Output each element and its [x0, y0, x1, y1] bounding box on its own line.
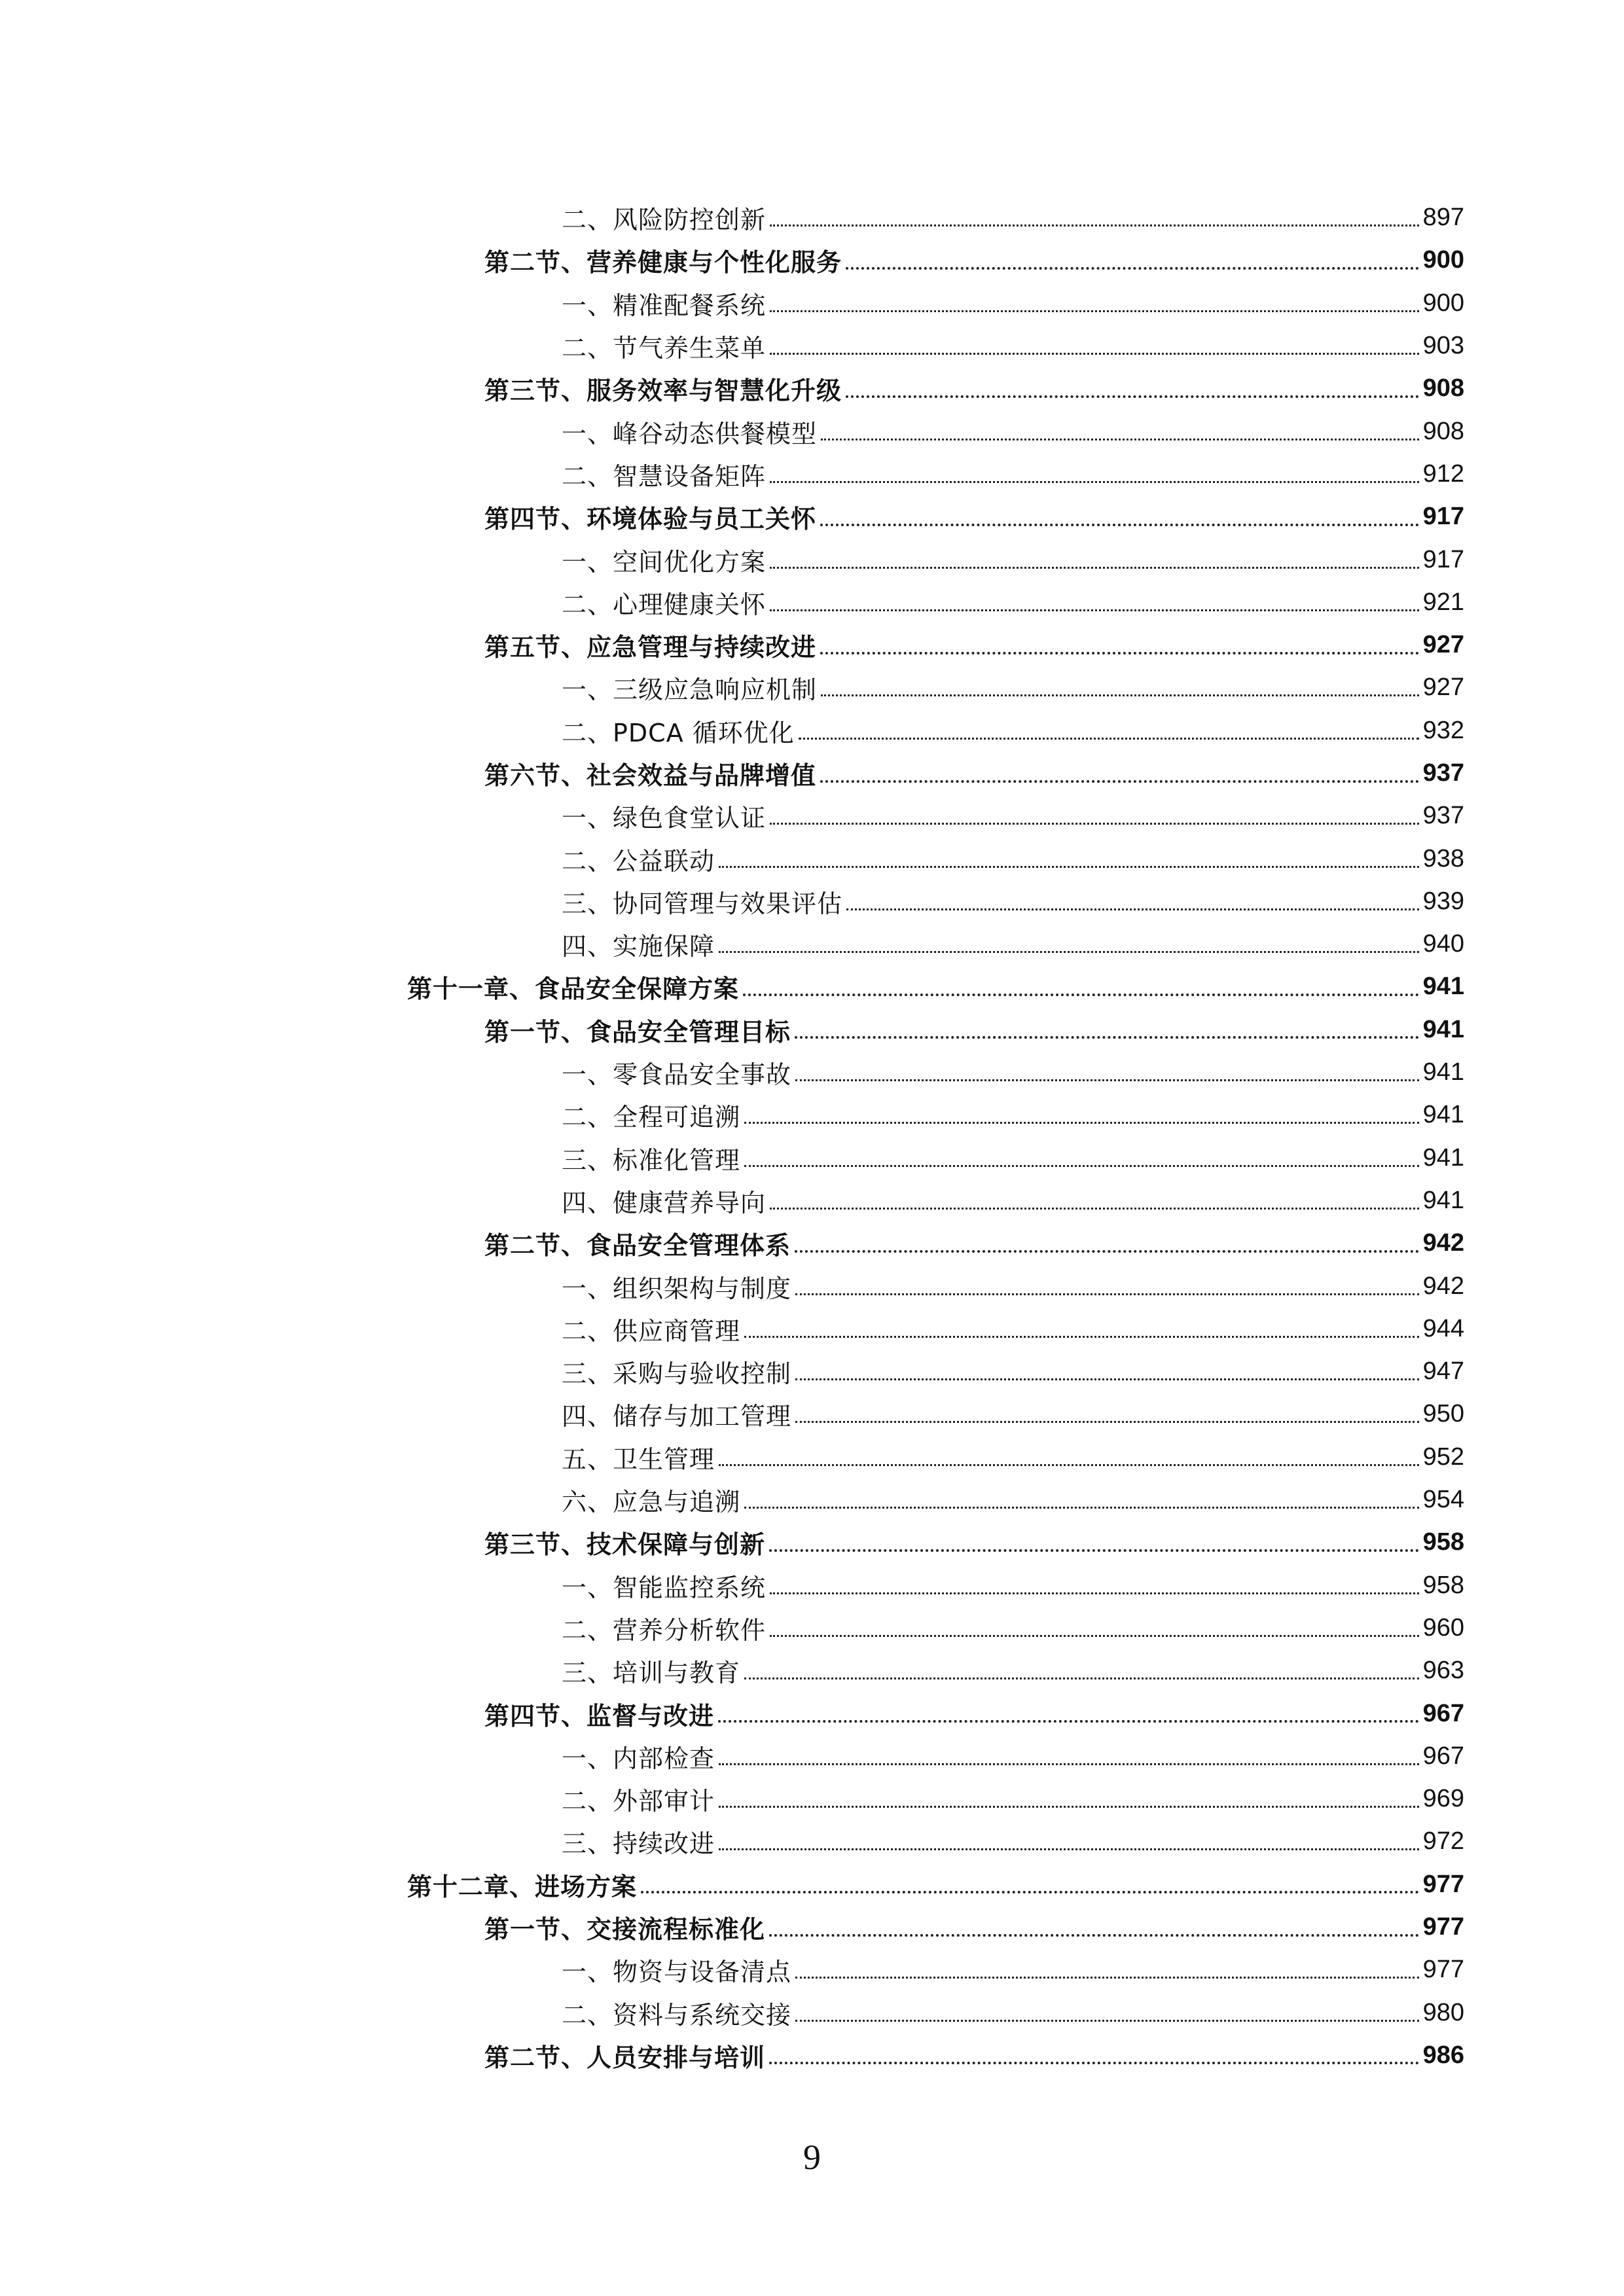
dot-leader — [719, 1806, 1419, 1808]
toc-entry-title: 五、卫生管理 — [562, 1444, 715, 1474]
toc-entry-level-3[interactable] — [0, 196, 1624, 239]
toc-entry-level-1[interactable] — [0, 965, 1624, 1008]
dot-leader — [820, 780, 1419, 783]
toc-entry-title: 第五节、应急管理与持续改进 — [484, 633, 817, 662]
dot-leader — [744, 1336, 1419, 1338]
dot-leader — [820, 652, 1419, 655]
toc-entry-title: 第三节、服务效率与智慧化升级 — [484, 376, 842, 406]
toc-entry-level-3[interactable] — [0, 1820, 1624, 1863]
toc-entry-level-3[interactable] — [0, 325, 1624, 367]
dot-leader — [744, 1677, 1419, 1679]
toc-entry-page: 944 — [1422, 1314, 1464, 1342]
toc-entry-title: 二、外部审计 — [562, 1787, 715, 1816]
toc-entry-page: 977 — [1422, 1913, 1464, 1941]
toc-entry-level-3[interactable] — [0, 923, 1624, 965]
toc-entry-title: 三、协同管理与效果评估 — [562, 889, 843, 918]
dot-leader — [820, 524, 1419, 526]
dot-leader — [821, 694, 1419, 696]
toc-entry-title: 二、节气养生菜单 — [562, 334, 767, 363]
dot-leader — [770, 310, 1419, 312]
dot-leader — [744, 1507, 1419, 1509]
toc-entry-title: 六、应急与追溯 — [562, 1488, 741, 1517]
dot-leader — [821, 439, 1419, 440]
toc-entry-title: 二、资料与系统交接 — [562, 2000, 792, 2030]
toc-entry-page: 927 — [1422, 631, 1464, 659]
toc-entry-level-2[interactable] — [0, 1009, 1624, 1051]
toc-entry-level-3[interactable] — [0, 1948, 1624, 1991]
toc-entry-page: 958 — [1422, 1528, 1464, 1556]
toc-entry-page: 897 — [1422, 204, 1464, 232]
dot-leader — [770, 481, 1419, 483]
toc-entry-page: 937 — [1422, 759, 1464, 787]
toc-entry-title: 三、标准化管理 — [562, 1145, 741, 1175]
toc-entry-page: 954 — [1422, 1486, 1464, 1514]
toc-entry-page: 941 — [1422, 1186, 1464, 1214]
toc-entry-title: 二、公益联动 — [562, 846, 715, 876]
toc-entry-level-2[interactable] — [0, 752, 1624, 795]
toc-entry-title: 第二节、营养健康与个性化服务 — [484, 248, 842, 278]
toc-entry-level-3[interactable] — [0, 1094, 1624, 1136]
toc-entry-page: 980 — [1422, 1998, 1464, 2026]
toc-entry-page: 939 — [1422, 887, 1464, 915]
toc-entry-level-3[interactable] — [0, 1051, 1624, 1094]
toc-entry-page: 942 — [1422, 1229, 1464, 1257]
toc-entry-page: 963 — [1422, 1657, 1464, 1685]
toc-entry-title: 一、精准配餐系统 — [562, 291, 767, 320]
toc-entry-title: 三、培训与教育 — [562, 1659, 741, 1688]
toc-entry-level-3[interactable] — [0, 1735, 1624, 1778]
toc-entry-title: 一、绿色食堂认证 — [562, 804, 767, 833]
toc-entry-page: 941 — [1422, 1143, 1464, 1172]
toc-entry-title: 二、营养分析软件 — [562, 1615, 767, 1645]
dot-leader — [795, 1977, 1419, 1979]
toc-entry-title: 一、智能监控系统 — [562, 1573, 767, 1602]
toc-entry-level-3[interactable] — [0, 880, 1624, 923]
toc-entry-level-3[interactable] — [0, 837, 1624, 880]
table-of-contents — [0, 196, 1624, 2077]
toc-entry-page: 977 — [1422, 1956, 1464, 1984]
toc-entry-title: 第六节、社会效益与品牌增值 — [484, 761, 817, 790]
toc-entry-page: 917 — [1422, 503, 1464, 531]
toc-entry-level-3[interactable] — [0, 1564, 1624, 1607]
toc-entry-title: 第十一章、食品安全保障方案 — [407, 975, 740, 1004]
dot-leader — [743, 994, 1419, 996]
dot-leader — [770, 1592, 1419, 1594]
page-number: 9 — [803, 2138, 821, 2177]
dot-leader — [799, 738, 1419, 740]
dot-leader — [846, 908, 1419, 910]
dot-leader — [770, 823, 1419, 825]
dot-leader — [719, 866, 1419, 868]
toc-entry-page: 900 — [1422, 289, 1464, 317]
dot-leader — [770, 1635, 1419, 1637]
toc-entry-level-2[interactable] — [0, 1521, 1624, 1564]
dot-leader — [719, 1464, 1419, 1466]
toc-entry-page: 986 — [1422, 2041, 1464, 2069]
toc-entry-level-3[interactable] — [0, 1308, 1624, 1350]
dot-leader — [719, 951, 1419, 953]
dot-leader — [770, 567, 1419, 569]
toc-entry-page: 967 — [1422, 1699, 1464, 1727]
toc-entry-page: 917 — [1422, 545, 1464, 573]
toc-entry-title: 二、智慧设备矩阵 — [562, 461, 767, 491]
toc-entry-page: 908 — [1422, 417, 1464, 445]
toc-entry-level-3[interactable] — [0, 1179, 1624, 1222]
toc-entry-page: 903 — [1422, 332, 1464, 360]
toc-entry-title: 二、心理健康关怀 — [562, 590, 767, 619]
toc-entry-title: 二、供应商管理 — [562, 1316, 741, 1346]
dot-leader — [795, 1036, 1419, 1039]
toc-entry-page: 947 — [1422, 1357, 1464, 1386]
toc-entry-title: 第二节、食品安全管理体系 — [484, 1231, 791, 1261]
toc-entry-title: 一、三级应急响应机制 — [562, 675, 818, 705]
toc-entry-title: 一、内部检查 — [562, 1744, 715, 1773]
toc-entry-title: 一、组织架构与制度 — [562, 1274, 792, 1303]
toc-entry-title: 第三节、技术保障与创新 — [484, 1530, 766, 1560]
toc-entry-level-2[interactable] — [0, 1692, 1624, 1734]
dot-leader — [770, 609, 1419, 611]
toc-entry-title: 第十二章、进场方案 — [407, 1872, 638, 1901]
toc-entry-level-3[interactable] — [0, 1393, 1624, 1435]
dot-leader — [719, 1848, 1419, 1850]
toc-entry-level-2[interactable] — [0, 367, 1624, 410]
toc-entry-page: 960 — [1422, 1613, 1464, 1641]
toc-entry-level-3[interactable] — [0, 410, 1624, 452]
dot-leader — [846, 267, 1419, 270]
toc-entry-page: 952 — [1422, 1443, 1464, 1471]
dot-leader — [795, 1079, 1419, 1081]
toc-entry-title: 一、空间优化方案 — [562, 547, 767, 577]
toc-entry-level-3[interactable] — [0, 1265, 1624, 1307]
toc-entry-title: 第四节、环境体验与员工关怀 — [484, 505, 817, 534]
toc-entry-title: 三、持续改进 — [562, 1829, 715, 1859]
toc-entry-page: 941 — [1422, 1101, 1464, 1129]
toc-entry-level-3[interactable] — [0, 1991, 1624, 2034]
toc-entry-level-3[interactable] — [0, 1137, 1624, 1179]
toc-entry-title: 一、零食品安全事故 — [562, 1060, 792, 1090]
toc-entry-title: 二、风险防控创新 — [562, 206, 767, 235]
dot-leader — [718, 1720, 1419, 1723]
toc-entry-level-3[interactable] — [0, 1649, 1624, 1692]
toc-entry-title: 三、采购与验收控制 — [562, 1359, 792, 1389]
toc-entry-page: 972 — [1422, 1827, 1464, 1856]
toc-entry-title: 二、PDCA 循环优化 — [562, 718, 795, 747]
toc-entry-page: 940 — [1422, 930, 1464, 958]
dot-leader — [795, 2020, 1419, 2022]
toc-entry-page: 977 — [1422, 1870, 1464, 1898]
dot-leader — [770, 1208, 1419, 1210]
toc-entry-page: 941 — [1422, 1015, 1464, 1043]
toc-entry-title: 第一节、交接流程标准化 — [484, 1915, 766, 1945]
toc-entry-level-3[interactable] — [0, 1607, 1624, 1649]
dot-leader — [770, 353, 1419, 355]
toc-entry-title: 四、健康营养导向 — [562, 1188, 767, 1217]
dot-leader — [769, 1549, 1419, 1552]
toc-entry-page: 969 — [1422, 1785, 1464, 1813]
toc-entry-page: 941 — [1422, 1058, 1464, 1086]
dot-leader — [769, 1934, 1419, 1937]
toc-entry-level-2[interactable] — [0, 495, 1624, 538]
dot-leader — [744, 1165, 1419, 1167]
toc-entry-page: 921 — [1422, 588, 1464, 616]
toc-entry-page: 967 — [1422, 1742, 1464, 1770]
toc-entry-level-2[interactable] — [0, 1222, 1624, 1265]
toc-entry-page: 900 — [1422, 246, 1464, 274]
toc-entry-title: 四、实施保障 — [562, 932, 715, 961]
toc-entry-page: 908 — [1422, 374, 1464, 403]
toc-entry-level-3[interactable] — [0, 1778, 1624, 1820]
toc-entry-page: 932 — [1422, 716, 1464, 744]
toc-entry-page: 927 — [1422, 673, 1464, 702]
toc-entry-level-3[interactable] — [0, 666, 1624, 709]
toc-entry-title: 一、峰谷动态供餐模型 — [562, 419, 818, 448]
toc-entry-page: 941 — [1422, 973, 1464, 1001]
dot-leader — [795, 1378, 1419, 1380]
toc-entry-title: 一、物资与设备清点 — [562, 1958, 792, 1987]
dot-leader — [795, 1250, 1419, 1253]
toc-entry-page: 912 — [1422, 459, 1464, 488]
dot-leader — [744, 1122, 1419, 1124]
toc-entry-title: 第一节、食品安全管理目标 — [484, 1017, 791, 1047]
toc-entry-level-3[interactable] — [0, 1350, 1624, 1393]
dot-leader — [795, 1293, 1419, 1295]
toc-entry-title: 四、储存与加工管理 — [562, 1402, 792, 1431]
toc-entry-level-3[interactable] — [0, 453, 1624, 495]
toc-entry-level-2[interactable] — [0, 624, 1624, 666]
toc-entry-page: 938 — [1422, 844, 1464, 872]
dot-leader — [770, 224, 1419, 226]
toc-entry-page: 958 — [1422, 1571, 1464, 1599]
toc-entry-page: 937 — [1422, 802, 1464, 830]
toc-entry-level-3[interactable] — [0, 709, 1624, 752]
dot-leader — [719, 1763, 1419, 1765]
toc-entry-title: 第四节、监督与改进 — [484, 1701, 715, 1731]
toc-entry-title: 第二节、人员安排与培训 — [484, 2043, 766, 2072]
toc-entry-level-3[interactable] — [0, 795, 1624, 837]
dot-leader — [769, 2062, 1419, 2064]
toc-entry-page: 950 — [1422, 1400, 1464, 1428]
dot-leader — [795, 1421, 1419, 1423]
toc-entry-level-2[interactable] — [0, 2034, 1624, 2077]
toc-entry-level-3[interactable] — [0, 538, 1624, 581]
toc-entry-page: 942 — [1422, 1272, 1464, 1300]
toc-entry-level-3[interactable] — [0, 1436, 1624, 1479]
toc-entry-level-3[interactable] — [0, 282, 1624, 325]
dot-leader — [846, 395, 1419, 398]
toc-entry-level-1[interactable] — [0, 1863, 1624, 1906]
toc-entry-level-3[interactable] — [0, 1479, 1624, 1521]
dot-leader — [641, 1891, 1419, 1893]
toc-entry-level-2[interactable] — [0, 1906, 1624, 1948]
toc-entry-level-3[interactable] — [0, 581, 1624, 624]
toc-entry-title: 二、全程可追溯 — [562, 1103, 741, 1132]
toc-entry-level-2[interactable] — [0, 239, 1624, 281]
